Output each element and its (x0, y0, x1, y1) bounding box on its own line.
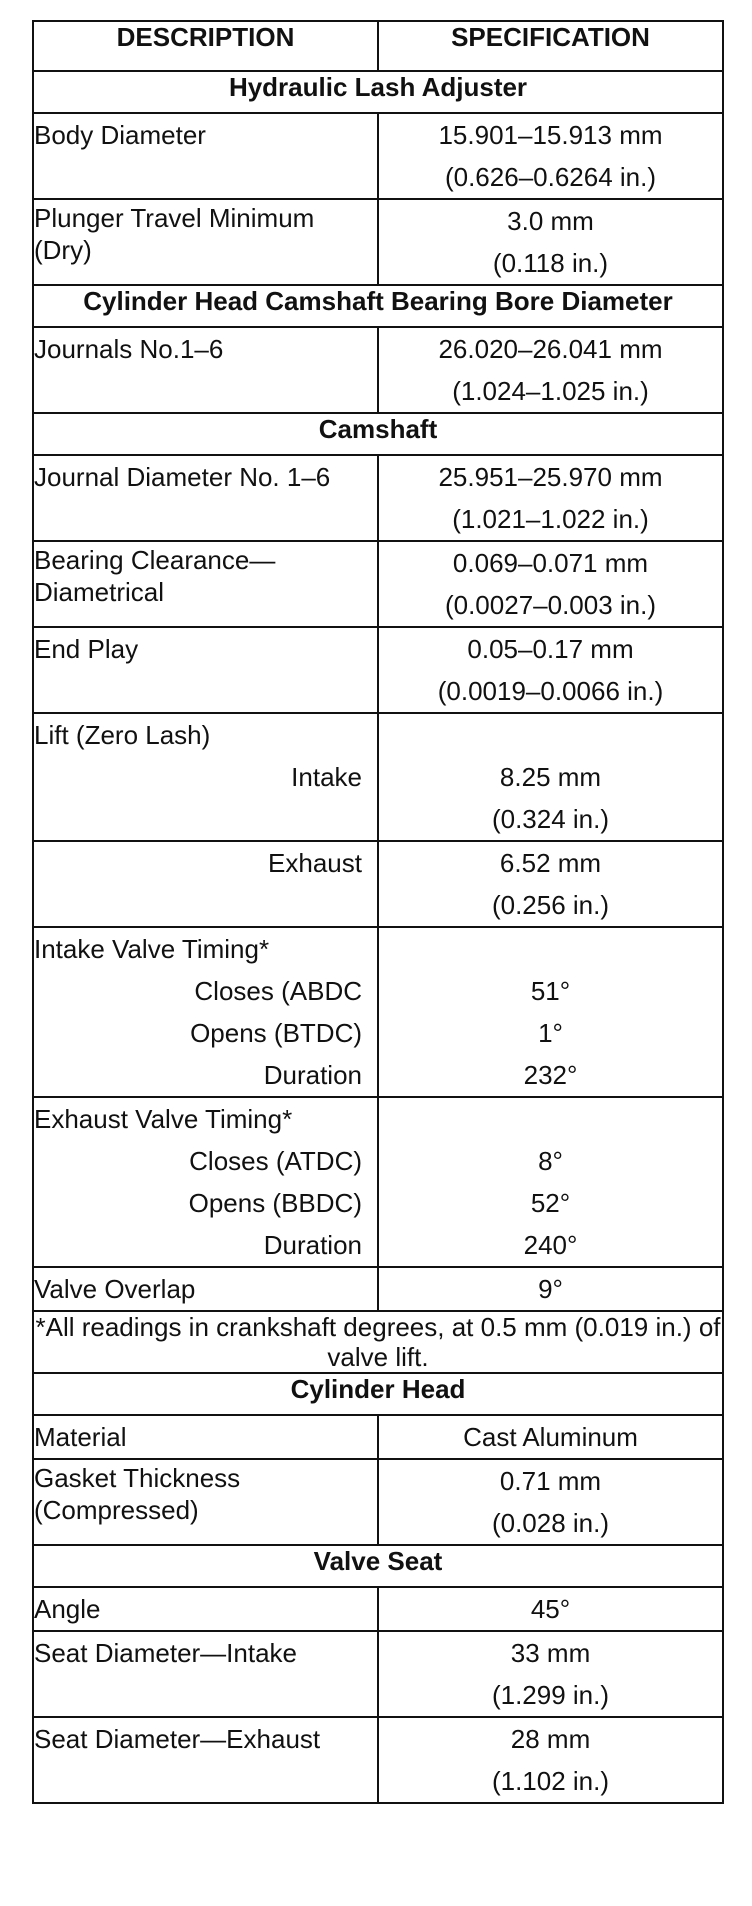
sub-label-intake: Intake (291, 762, 362, 792)
row-label-continued: (Compressed) (34, 1495, 199, 1525)
table-row (33, 1415, 723, 1459)
desc-cell (33, 1415, 378, 1459)
desc-cell (33, 199, 378, 285)
table-row (33, 113, 723, 199)
table-row (33, 327, 723, 413)
spec-cell (378, 1459, 723, 1545)
row-label-continued: (Dry) (34, 235, 92, 265)
spec-cell (378, 1587, 723, 1631)
spec-metric: 0.069–0.071 mm (452, 548, 649, 578)
desc-cell (33, 927, 378, 1097)
section-row (33, 71, 723, 113)
section-title-cylinder-head: Cylinder Head (33, 1373, 723, 1415)
desc-cell (33, 1631, 378, 1717)
spec-cell (378, 455, 723, 541)
section-row (33, 285, 723, 327)
spec-cell (378, 1631, 723, 1717)
spec-cell (378, 1717, 723, 1803)
spec-value: 1° (538, 1018, 563, 1048)
sub-label-exhaust: Exhaust (268, 848, 362, 878)
row-label: Body Diameter (34, 120, 206, 150)
row-label-continued: Diametrical (34, 577, 165, 607)
desc-cell (33, 1459, 378, 1545)
table-row (33, 1631, 723, 1717)
row-label: Journals No.1–6 (34, 334, 224, 364)
row-label: Angle (34, 1594, 101, 1624)
sub-label-opens: Opens (BBDC) (188, 1188, 362, 1218)
sub-label-opens: Opens (BTDC) (190, 1018, 362, 1048)
spec-metric: 8.25 mm (499, 762, 602, 792)
desc-cell (33, 627, 378, 713)
note-row (33, 1311, 723, 1373)
desc-cell (33, 1097, 378, 1267)
row-label: Lift (Zero Lash) (34, 720, 211, 750)
table-row (33, 1097, 723, 1267)
spec-cell (378, 327, 723, 413)
row-label: Exhaust Valve Timing* (34, 1104, 293, 1134)
spec-cell (378, 841, 723, 927)
section-title-camshaft: Camshaft (33, 413, 723, 455)
spec-value: 232° (523, 1060, 578, 1090)
spec-metric: 15.901–15.913 mm (438, 120, 663, 150)
table-row (33, 541, 723, 627)
table-row (33, 1587, 723, 1631)
spec-cell (378, 1097, 723, 1267)
desc-cell (33, 1717, 378, 1803)
spec-imperial: (0.256 in.) (491, 890, 610, 920)
spec-value: 8° (538, 1146, 563, 1176)
spec-imperial: (0.324 in.) (491, 804, 610, 834)
spec-metric: 28 mm (510, 1724, 591, 1754)
section-title-bearing-bore: Cylinder Head Camshaft Bearing Bore Diameter (33, 285, 723, 327)
table-row (33, 927, 723, 1097)
spec-metric: 3.0 mm (507, 206, 594, 236)
desc-cell (33, 1587, 378, 1631)
row-label: Plunger Travel Minimum (34, 203, 315, 233)
table-row (33, 841, 723, 927)
table-row (33, 199, 723, 285)
sub-label-duration: Duration (263, 1060, 362, 1090)
row-label: End Play (34, 634, 139, 664)
desc-cell (33, 327, 378, 413)
column-header-specification: SPECIFICATION (378, 21, 723, 71)
spec-value: 52° (530, 1188, 571, 1218)
spec-imperial: (1.021–1.022 in.) (452, 504, 649, 534)
spec-metric: 0.71 mm (499, 1466, 602, 1496)
section-title-valve-seat: Valve Seat (33, 1545, 723, 1587)
desc-cell (33, 541, 378, 627)
table-header-row (33, 21, 723, 71)
spec-metric: 6.52 mm (499, 848, 602, 878)
spec-imperial: (0.0019–0.0066 in.) (437, 676, 664, 706)
row-label: Bearing Clearance— (34, 545, 276, 575)
spec-cell (378, 927, 723, 1097)
desc-cell (33, 113, 378, 199)
desc-cell (33, 713, 378, 841)
sub-label-closes: Closes (ABDC (194, 976, 362, 1006)
table-row (33, 1267, 723, 1311)
section-row (33, 1373, 723, 1415)
desc-cell (33, 841, 378, 927)
row-label: Seat Diameter—Intake (34, 1638, 298, 1668)
row-label: Intake Valve Timing* (34, 934, 270, 964)
section-row (33, 413, 723, 455)
spec-cell (378, 713, 723, 841)
spec-metric: 33 mm (510, 1638, 591, 1668)
spec-imperial: (1.024–1.025 in.) (452, 376, 649, 406)
spec-metric: 26.020–26.041 mm (438, 334, 663, 364)
spec-metric: 0.05–0.17 mm (467, 634, 634, 664)
sub-label-closes: Closes (ATDC) (189, 1146, 362, 1176)
spec-value: 45° (530, 1594, 571, 1624)
table-row (33, 627, 723, 713)
spec-cell (378, 199, 723, 285)
spec-value: 9° (538, 1274, 563, 1304)
row-label: Seat Diameter—Exhaust (34, 1724, 321, 1754)
row-label: Journal Diameter No. 1–6 (34, 462, 331, 492)
row-label: Gasket Thickness (34, 1463, 241, 1493)
section-title-lash-adjuster: Hydraulic Lash Adjuster (33, 71, 723, 113)
spec-imperial: (1.102 in.) (491, 1766, 610, 1796)
desc-cell (33, 1267, 378, 1311)
sub-label-duration: Duration (263, 1230, 362, 1260)
spec-value: 240° (523, 1230, 578, 1260)
section-row (33, 1545, 723, 1587)
spec-value: 51° (530, 976, 571, 1006)
spec-value: Cast Aluminum (463, 1422, 638, 1452)
spec-cell (378, 541, 723, 627)
spec-cell (378, 1267, 723, 1311)
footnote: *All readings in crankshaft degrees, at 0.5 mm (0.019 in.) of valve lift. (33, 1311, 723, 1373)
spec-imperial: (0.626–0.6264 in.) (444, 162, 657, 192)
spec-table (32, 20, 724, 1804)
spec-imperial: (1.299 in.) (491, 1680, 610, 1710)
row-label: Valve Overlap (34, 1274, 196, 1304)
table-row (33, 713, 723, 841)
spec-imperial: (0.028 in.) (491, 1508, 610, 1538)
table-row (33, 1717, 723, 1803)
column-header-description: DESCRIPTION (33, 21, 378, 71)
table-row (33, 455, 723, 541)
desc-cell (33, 455, 378, 541)
spec-cell (378, 1415, 723, 1459)
spec-metric: 25.951–25.970 mm (438, 462, 663, 492)
spec-table-container (32, 20, 722, 1804)
spec-cell (378, 627, 723, 713)
row-label: Material (34, 1422, 127, 1452)
table-row (33, 1459, 723, 1545)
spec-imperial: (0.118 in.) (492, 248, 609, 278)
spec-cell (378, 113, 723, 199)
spec-imperial: (0.0027–0.003 in.) (444, 590, 657, 620)
